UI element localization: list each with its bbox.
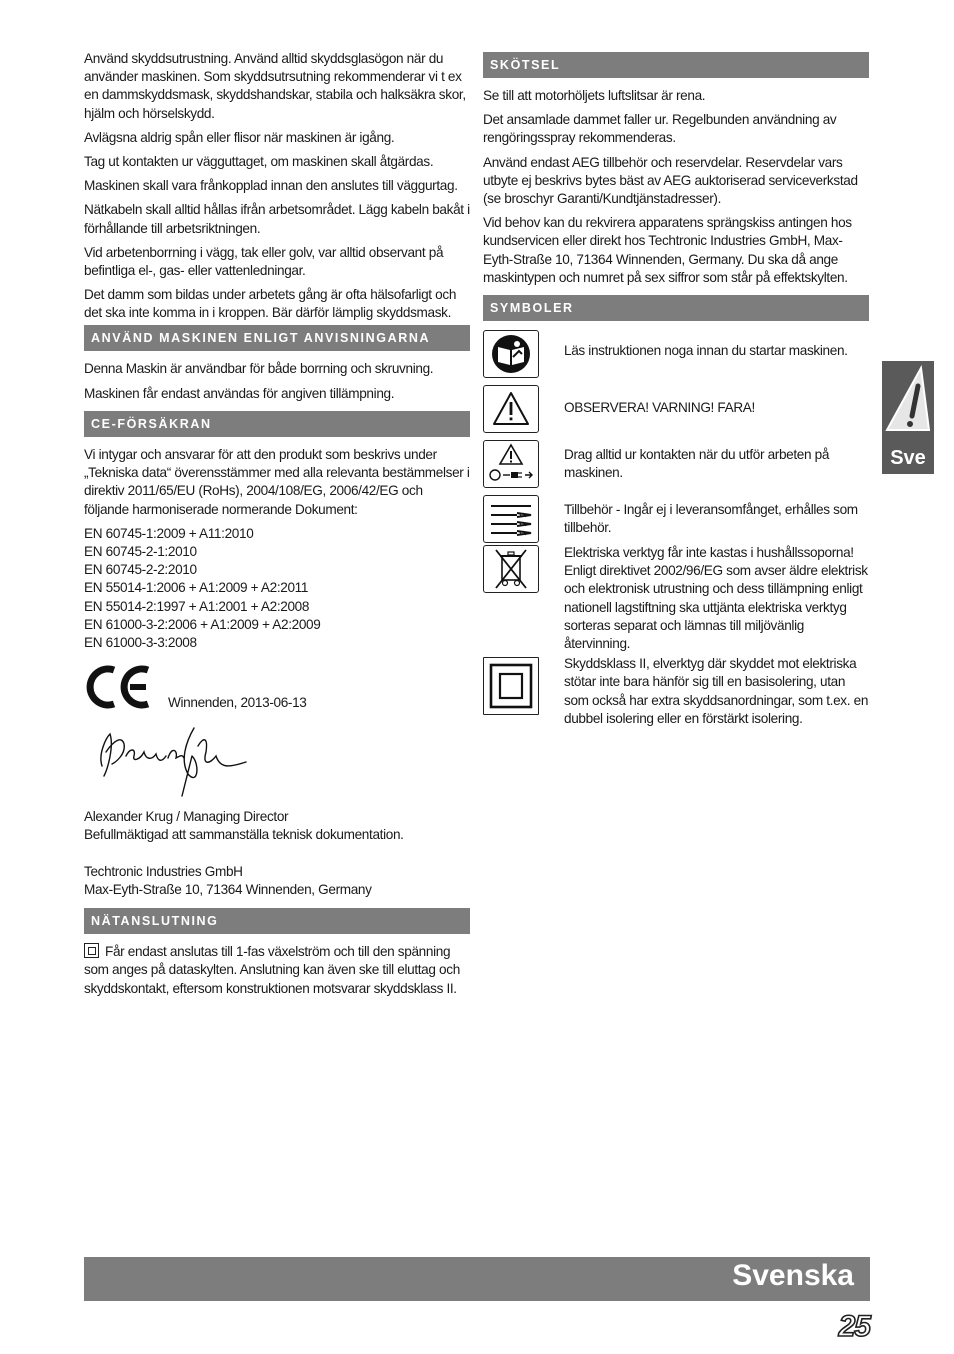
warning-triangle-icon (483, 385, 539, 433)
mains-paragraph (84, 943, 470, 998)
symbol-row (483, 385, 869, 433)
section-heading-ce: CE-FÖRSÄKRAN (84, 411, 470, 437)
care-paragraph: Se till att motorhöljets luftslitsar är rena. (483, 88, 706, 103)
safety-paragraph: Maskinen skall vara frånkopplad innan den anslutes till väggurtag. (84, 178, 458, 194)
symbol-text: Elektriska verktyg får inte kastas i hushållssoporna! Enligt direktivet 2002/96/EG som avser äldre elektrisk och elektronisk utrustning och dess tillämpning enligt nationell lagstiftning ska uttjänta elektriska verktyg sorteras separat och lämnas till miljövänlig återvinning. (564, 545, 868, 652)
symbol-text: Drag alltid ur kontakten när du utför arbeten på maskinen. (564, 447, 830, 481)
symbol-row (483, 545, 869, 653)
safety-paragraph: Tag ut kontakten ur vägguttaget, om maskinen skall åtgärdas. (84, 154, 434, 170)
footer-language-label: Svenska (732, 1259, 854, 1292)
safety-paragraph: Det damm som bildas under arbetets gång är ofta hälsofarligt och det ska inte komma in i kroppen. Bär därför lämplig skyddsmask. (84, 287, 457, 321)
standard-item: EN 61000-3-3:2008 (84, 635, 197, 651)
symbol-text: OBSERVERA! VARNING! FARA! (564, 400, 755, 416)
protection-class-ii-icon (84, 943, 99, 958)
standard-item: EN 60745-2-2:2010 (84, 562, 197, 578)
symbol-row (483, 655, 869, 728)
symbol-text: Läs instruktionen noga innan du startar maskinen. (564, 343, 848, 359)
safety-paragraph: Använd skyddsutrustning. Använd alltid skyddsglasögon när du använder maskinen. Som skyddsutrsutning rekommenderar vi t ex en dammskyddsmask, skyddshandskar, stabila och halksäkra skor, hjälm och hörselskydd. (84, 51, 466, 121)
right-column (483, 50, 869, 728)
ce-mark-row (84, 664, 470, 710)
company-address: Max-Eyth-Straße 10, 71364 Winnenden, Germany (84, 881, 372, 897)
signature-icon (88, 716, 258, 806)
standard-item: EN 60745-1:2009 + A11:2010 (84, 525, 254, 541)
symbol-text: Skyddsklass II, elverktyg där skyddet mot elektriska stötar inte bara hänför sig till en basisolering, utan som också har extra skyddsanordningar, som t.ex. en dubbel isolering eller en förstärkt isolering. (564, 656, 869, 726)
symbol-row (483, 330, 869, 378)
footer-language-bar (84, 1257, 870, 1301)
symbol-text: Tillbehör - Ingår ej i leveransomfånget, erhålles som tillbehör. (564, 502, 858, 536)
read-manual-icon (483, 330, 539, 378)
ce-intro: Vi intygar och ansvarar för att den produkt som beskrivs under „Tekniska data“ överensstämmer med alla relevanta bestämmelser i direktiv 2011/65/EU (RoHs), 2004/108/EG, 2006/42/EG och följande harmoniserade normerande Dokument: (84, 447, 470, 517)
signer-name: Alexander Krug / Managing Director (84, 809, 289, 825)
warning-exclamation-icon (885, 364, 931, 434)
use-paragraph: Denna Maskin är användbar för både borrning och skruvning. (84, 360, 434, 376)
safety-paragraph: Vid arbetenborrning i vägg, tak eller golv, var alltid observant på befintliga el-, gas- eller vattenledningar. (84, 244, 444, 279)
language-side-tab (882, 361, 934, 474)
page-number: 25 (838, 1310, 870, 1343)
care-paragraph: Använd endast AEG tillbehör och reservdelar. Reservdelar vars utbyte ej beskrivs bytes bäst av AEG auktoriserad serviceverkstad (se broschyr Garanti/Kundtjänstadresser). (483, 154, 858, 207)
unplug-warning-icon (483, 440, 539, 488)
section-heading-symbols: SYMBOLER (483, 295, 869, 321)
safety-paragraph: Avlägsna aldrig spån eller flisor när maskinen är igång. (84, 129, 395, 145)
standard-item: EN 55014-1:2006 + A1:2009 + A2:2011 (84, 580, 309, 596)
standard-item: EN 60745-2-1:2010 (84, 544, 197, 560)
standard-item: EN 55014-2:1997 + A1:2001 + A2:2008 (84, 598, 310, 614)
left-column (84, 50, 470, 1004)
safety-paragraph: Nätkabeln skall alltid hållas ifrån arbetsområdet. Lägg kabeln bakåt i förhållande till arbetsriktningen. (84, 202, 470, 236)
side-tab-label: Sve (890, 447, 926, 469)
symbol-row (483, 495, 869, 543)
ce-mark-icon (84, 664, 154, 710)
section-heading-care: SKÖTSEL (483, 52, 869, 78)
mains-text: Får endast anslutas till 1-fas växelström och till den spänning som anges på dataskylten. Anslutning kan även ske till eluttag och skyddskontakt, eftersom konstruktionen motsvarar skyddsklass II. (84, 944, 460, 996)
section-heading-use: ANVÄND MASKINEN ENLIGT ANVISNINGARNA (84, 325, 470, 351)
crossed-bin-icon (483, 545, 539, 593)
care-paragraph: Vid behov kan du rekvirera apparatens sprängskiss antingen hos kundservicen eller direkt hos Techtronic Industries GmbH, Max-Eyth-Straße 10, 71364 Winnenden, Germany. Du ska då ange maskintypen och numret på sex siffror som står på effektskylten. (483, 215, 852, 285)
standards-list (84, 525, 470, 652)
accessory-bits-icon (483, 495, 539, 543)
company-name: Techtronic Industries GmbH (84, 863, 243, 879)
symbol-row (483, 440, 869, 488)
protection-class-ii-icon (483, 657, 539, 715)
section-heading-mains: NÄTANSLUTNING (84, 908, 470, 934)
signer-role: Befullmäktigad att sammanställa teknisk dokumentation. (84, 827, 404, 843)
standard-item: EN 61000-3-2:2006 + A1:2009 + A2:2009 (84, 616, 321, 632)
use-paragraph: Maskinen får endast användas för angiven tillämpning. (84, 385, 395, 401)
care-paragraph: Det ansamlade dammet faller ur. Regelbunden användning av rengöringsspray rekommenderas. (483, 112, 837, 146)
place-date: Winnenden, 2013-06-13 (168, 695, 307, 711)
